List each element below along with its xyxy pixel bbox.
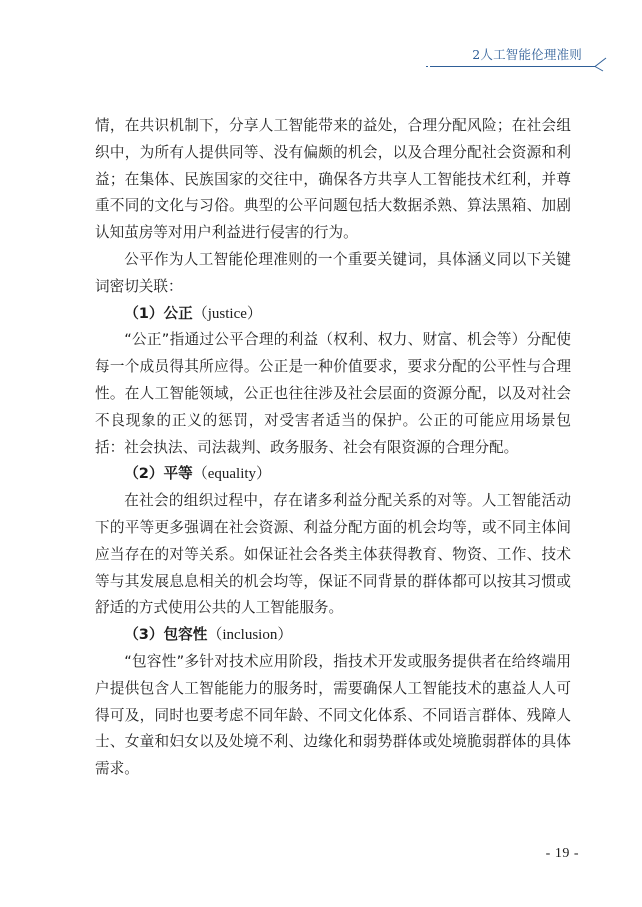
section-number: （2）: [124, 465, 164, 483]
section-number: （1）: [124, 304, 164, 322]
running-header-title: 2人工智能伦理准则: [472, 47, 582, 62]
section-title: 公正: [163, 304, 193, 322]
section-heading-equality: [95, 461, 571, 488]
paragraph-continuation: 情，在共识机制下，分享人工智能带来的益处，合理分配风险；在社会组织中，为所有人提供同等、没有偏颇的机会，以及合理分配社会资源和利益；在集体、民族国家的交往中，确保各方共享人工智能技术红利，并尊重不同的文化与习俗。典型的公平问题包括大数据杀熟、算法黑箱、加剧认知茧房等对用户利益进行侵害的行为。: [95, 117, 571, 242]
paragraph-inclusion: “包容性”多针对技术应用阶段，指技术开发或服务提供者在给终端用户提供包含人工智能能力的服务时，需要确保人工智能技术的惠益人人可得可及，同时也要考虑不同年龄、不同文化体系、不同语言群体、残障人士、女童和妇女以及处境不利、边缘化和弱势群体或处境脆弱群体的具体需求。: [95, 652, 571, 778]
page-number: - 19 -: [545, 846, 579, 861]
section-heading-inclusion: [95, 622, 571, 649]
header-rule-tail-lower: [595, 67, 603, 72]
header-rule-tail-upper: [595, 58, 606, 67]
section-title: 平等: [163, 465, 193, 483]
section-english-term: （inclusion）: [207, 627, 293, 644]
section-english-term: （justice）: [192, 305, 262, 322]
section-number: （3）: [124, 626, 164, 644]
section-title: 包容性: [163, 626, 208, 644]
paragraph-intro: 公平作为人工智能伦理准则的一个重要关键词，具体涵义同以下关键词密切关联：: [95, 250, 571, 295]
section-english-term: （equality）: [192, 466, 272, 483]
page-body: [95, 113, 571, 783]
paragraph-equality: 在社会的组织过程中，存在诸多利益分配关系的对等。人工智能活动下的平等更多强调在社会资源、利益分配方面的机会均等，或不同主体间应当存在的对等关系。如保证社会各类主体获得教育、物资、工作、技术等与其发展息息相关的机会均等，保证不同背景的群体都可以按其习惯或舒适的方式使用公共的人工智能服务。: [95, 492, 571, 617]
section-heading-justice: [95, 301, 571, 328]
paragraph-justice: “公正”指通过公平合理的利益（权利、权力、财富、机会等）分配使每一个成员得其所应得。公正是一种价值要求，要求分配的公平性与合理性。在人工智能领域，公正也往往涉及社会层面的资源分配，以及对社会不良现象的正义的惩罚，对受害者适当的保护。公正的可能应用场景包括：社会执法、司法裁判、政务服务、社会有限资源的合理分配。: [95, 331, 571, 456]
